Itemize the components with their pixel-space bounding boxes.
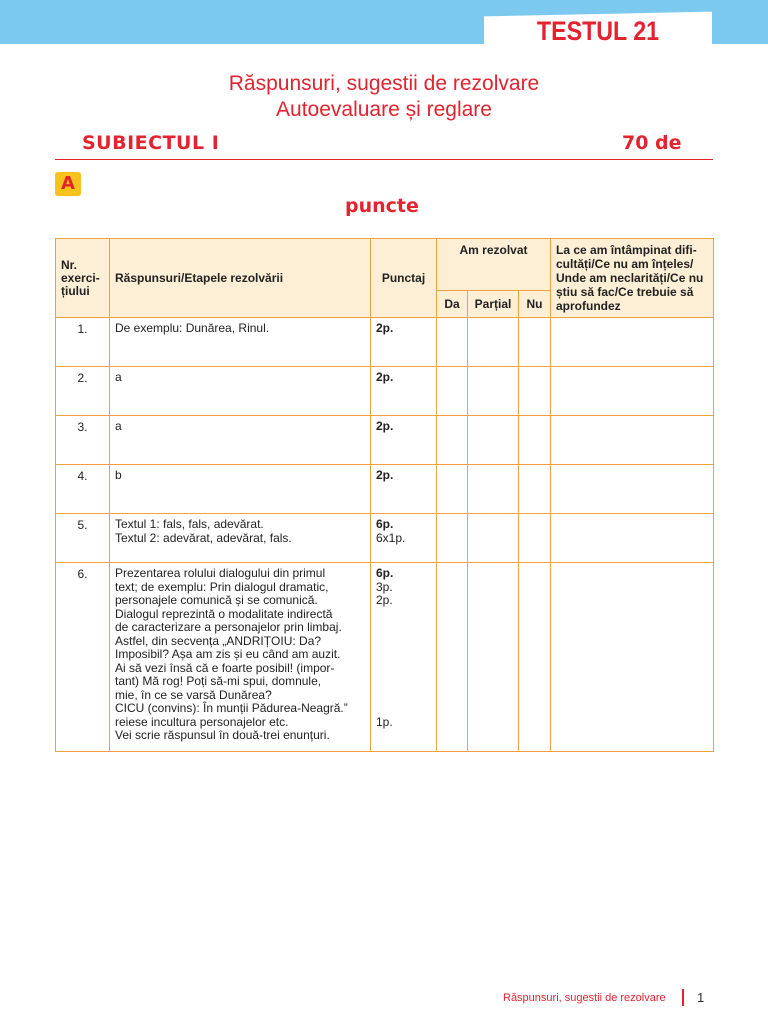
feedback-cell[interactable] bbox=[551, 318, 714, 367]
header-partial: Parțial bbox=[468, 290, 519, 317]
score-breakdown: 6x1p. bbox=[376, 530, 406, 545]
page-subtitle: Autoevaluare și reglare bbox=[276, 98, 492, 121]
check-nu-cell[interactable] bbox=[519, 416, 551, 465]
header-solved: Am rezolvat bbox=[437, 239, 551, 291]
answer-text: a bbox=[115, 370, 122, 384]
table-row bbox=[56, 514, 714, 563]
header-feedback: La ce am întâmpinat dificultăți/Ce nu am înțeles/ Unde am neclarități/Ce nu știu să fac/Ce trebuie să aprofundez bbox=[551, 239, 714, 318]
score-cell bbox=[371, 318, 437, 367]
score-breakdown: 3p. 2p. 1p. bbox=[376, 579, 393, 729]
exercise-number: 3. bbox=[56, 416, 110, 465]
check-nu-cell[interactable] bbox=[519, 465, 551, 514]
answer-text: Textul 1: fals, fals, adevărat. Textul 2: adevărat, adevărat, fals. bbox=[115, 517, 292, 545]
answer-cell bbox=[110, 563, 371, 752]
check-partial-cell[interactable] bbox=[468, 563, 519, 752]
exercise-number: 2. bbox=[56, 367, 110, 416]
table-row bbox=[56, 416, 714, 465]
score-value: 2p. bbox=[376, 321, 394, 335]
score-cell bbox=[371, 563, 437, 752]
score-value: 2p. bbox=[376, 370, 394, 384]
points-heading-continued: puncte bbox=[345, 195, 419, 217]
table-row bbox=[56, 367, 714, 416]
check-nu-cell[interactable] bbox=[519, 514, 551, 563]
check-nu-cell[interactable] bbox=[519, 318, 551, 367]
footer-separator bbox=[682, 989, 684, 1006]
score-value: 2p. bbox=[376, 419, 394, 433]
exercise-number: 6. bbox=[56, 563, 110, 752]
exercise-number: 5. bbox=[56, 514, 110, 563]
answer-text: Prezentarea rolului dialogului din primul text; de exemplu: Prin dialogul dramatic, personajele comunică și se comunică. Dialogul reprezintă o modalitate indirectă de caracterizare a personajelor prin limbaj. Astfel, din secvența „ANDRIȚOIU: Da? Imposibil? Așa am zis și eu când am auzit. Ai să vezi însă că e foarte posibil! (impor- tant) Mă rog! Poți să-mi spui, domnule, mie, în ce se varsă Dunărea? CICU (convins): În munții Pădurea-Neagră.” reiese incultura personajelor etc. Vei scrie răspunsul în două-trei enunțuri. bbox=[115, 566, 348, 742]
answer-text: De exemplu: Dunărea, Rinul. bbox=[115, 321, 270, 335]
score-cell bbox=[371, 514, 437, 563]
answer-cell bbox=[110, 416, 371, 465]
check-partial-cell[interactable] bbox=[468, 514, 519, 563]
answer-cell bbox=[110, 367, 371, 416]
feedback-cell[interactable] bbox=[551, 465, 714, 514]
header-score: Punctaj bbox=[371, 239, 437, 318]
answer-text: b bbox=[115, 468, 122, 482]
check-partial-cell[interactable] bbox=[468, 367, 519, 416]
subject-heading: SUBIECTUL I bbox=[82, 132, 220, 154]
points-heading: 70 de bbox=[622, 132, 682, 154]
score-value: 2p. bbox=[376, 468, 394, 482]
test-label: TESTUL 21 bbox=[536, 16, 660, 46]
score-cell bbox=[371, 465, 437, 514]
check-da-cell[interactable] bbox=[437, 416, 468, 465]
check-nu-cell[interactable] bbox=[519, 367, 551, 416]
check-da-cell[interactable] bbox=[437, 367, 468, 416]
header-answers: Răspunsuri/Etapele rezolvării bbox=[110, 239, 371, 318]
answer-text: a bbox=[115, 419, 122, 433]
check-nu-cell[interactable] bbox=[519, 563, 551, 752]
check-da-cell[interactable] bbox=[437, 514, 468, 563]
score-cell bbox=[371, 367, 437, 416]
feedback-cell[interactable] bbox=[551, 367, 714, 416]
check-da-cell[interactable] bbox=[437, 563, 468, 752]
check-da-cell[interactable] bbox=[437, 465, 468, 514]
score-cell bbox=[371, 416, 437, 465]
table-row bbox=[56, 318, 714, 367]
check-partial-cell[interactable] bbox=[468, 465, 519, 514]
answers-table bbox=[55, 238, 714, 752]
footer-text: Răspunsuri, sugestii de rezolvare bbox=[503, 992, 666, 1004]
header-nr: Nr. exercițiului bbox=[56, 239, 110, 318]
header-nu: Nu bbox=[519, 290, 551, 317]
score-value: 6p. bbox=[376, 517, 394, 531]
answer-cell bbox=[110, 318, 371, 367]
section-badge: A bbox=[55, 172, 81, 196]
feedback-cell[interactable] bbox=[551, 416, 714, 465]
table-row bbox=[56, 563, 714, 752]
page-title: Răspunsuri, sugestii de rezolvare bbox=[228, 72, 540, 95]
answer-cell bbox=[110, 465, 371, 514]
table-row bbox=[56, 465, 714, 514]
check-partial-cell[interactable] bbox=[468, 318, 519, 367]
exercise-number: 4. bbox=[56, 465, 110, 514]
check-da-cell[interactable] bbox=[437, 318, 468, 367]
header-da: Da bbox=[437, 290, 468, 317]
exercise-number: 1. bbox=[56, 318, 110, 367]
answer-cell bbox=[110, 514, 371, 563]
check-partial-cell[interactable] bbox=[468, 416, 519, 465]
feedback-cell[interactable] bbox=[551, 563, 714, 752]
page-number: 1 bbox=[697, 990, 705, 1005]
feedback-cell[interactable] bbox=[551, 514, 714, 563]
section-divider bbox=[55, 159, 713, 160]
score-value: 6p. bbox=[376, 566, 394, 580]
